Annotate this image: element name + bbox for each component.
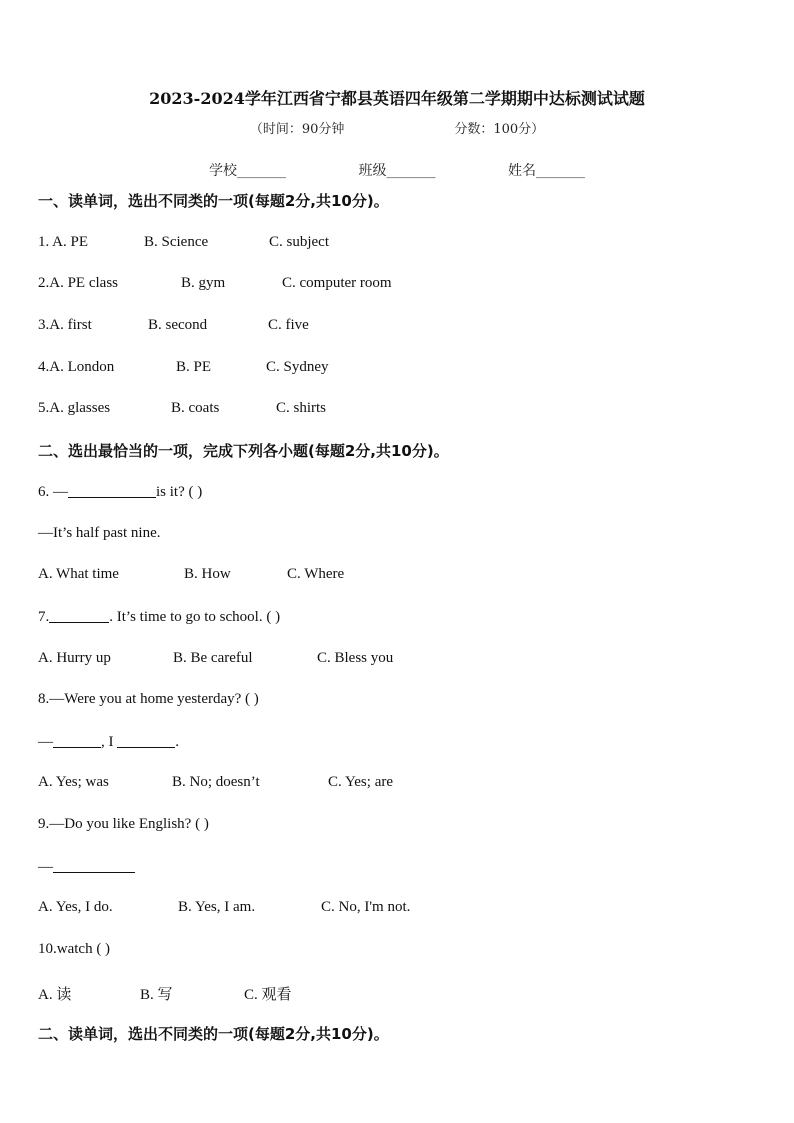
option-a[interactable]: A. What time <box>38 566 119 582</box>
option-a[interactable]: 4.A. London <box>38 359 115 375</box>
option-a[interactable]: 2.A. PE class <box>38 275 118 291</box>
question-9-options <box>38 899 410 916</box>
question-6-answer: —It’s half past nine. <box>38 525 161 541</box>
answer-blank[interactable] <box>49 608 109 623</box>
answer-blank-2[interactable] <box>117 733 175 748</box>
question-3 <box>38 317 309 334</box>
q7-suffix: . It’s time to go to school. ( ) <box>109 609 281 625</box>
option-c[interactable]: C. subject <box>269 234 329 250</box>
option-c[interactable]: C. Sydney <box>266 359 329 375</box>
q8-dash: — <box>38 734 53 750</box>
option-c[interactable]: C. five <box>268 317 309 333</box>
question-9-stem: 9.—Do you like English? ( ) <box>38 816 209 832</box>
exam-time: （时间：90分钟 <box>249 122 345 137</box>
option-b[interactable]: B. How <box>184 566 231 582</box>
answer-blank[interactable] <box>53 858 135 873</box>
option-a[interactable]: A. Yes, I do. <box>38 899 113 915</box>
question-8-stem: 8.—Were you at home yesterday? ( ) <box>38 691 259 707</box>
option-c[interactable]: C. Bless you <box>317 650 394 666</box>
page-title: 2023-2024学年江西省宁都县英语四年级第二学期期中达标测试试题 <box>149 89 645 108</box>
question-8-options <box>38 774 393 791</box>
question-10-options <box>38 983 292 1004</box>
question-4 <box>38 359 329 376</box>
option-b[interactable]: B. No; doesn’t <box>172 774 260 790</box>
q6-suffix: is it? ( ) <box>156 484 203 500</box>
section-heading-3: 二、读单词，选出不同类的一项(每题2分,共10分)。 <box>38 1025 389 1043</box>
q8-end: . <box>175 734 179 750</box>
exam-meta <box>0 118 794 137</box>
question-6-stem <box>38 483 202 501</box>
question-7-stem <box>38 608 280 626</box>
option-a[interactable]: 5.A. glasses <box>38 400 111 416</box>
exam-score: 分数：100分） <box>454 122 545 137</box>
q6-prefix: 6. — <box>38 484 68 500</box>
section-heading-1: 一、读单词，选出不同类的一项(每题2分,共10分)。 <box>38 192 389 210</box>
name-field[interactable]: 姓名_______ <box>507 163 585 179</box>
option-c[interactable]: C. Where <box>287 566 345 582</box>
question-5 <box>38 400 326 417</box>
option-a[interactable]: A. Yes; was <box>38 774 109 790</box>
answer-blank[interactable] <box>68 483 156 498</box>
question-9-answer <box>38 858 135 876</box>
question-6-options <box>38 566 344 583</box>
section-heading-2: 二、选出最恰当的一项，完成下列各小题(每题2分,共10分)。 <box>38 442 449 460</box>
option-b[interactable]: B. gym <box>181 275 226 291</box>
q9-dash: — <box>38 859 53 875</box>
question-10-stem: 10.watch ( ) <box>38 941 111 957</box>
option-a[interactable]: 3.A. first <box>38 317 92 333</box>
question-1 <box>38 234 329 251</box>
question-7-options <box>38 650 393 667</box>
student-info <box>0 160 794 180</box>
answer-blank-1[interactable] <box>53 733 101 748</box>
option-c[interactable]: C. No, I'm not. <box>321 899 411 915</box>
option-b[interactable]: B. PE <box>176 359 212 375</box>
option-b[interactable]: B. 写 <box>140 987 173 1003</box>
class-field[interactable]: 班级_______ <box>358 163 436 179</box>
option-b[interactable]: B. Be careful <box>173 650 253 666</box>
option-a[interactable]: A. 读 <box>38 987 72 1003</box>
q8-mid: , I <box>101 734 118 750</box>
q7-prefix: 7. <box>38 609 50 625</box>
question-2 <box>38 275 392 292</box>
option-c[interactable]: C. Yes; are <box>328 774 394 790</box>
option-c[interactable]: C. shirts <box>276 400 327 416</box>
option-b[interactable]: B. coats <box>171 400 220 416</box>
question-8-answer <box>38 733 179 751</box>
option-c[interactable]: C. 观看 <box>244 987 292 1003</box>
option-b[interactable]: B. second <box>148 317 208 333</box>
option-b[interactable]: B. Yes, I am. <box>178 899 256 915</box>
option-a[interactable]: 1. A. PE <box>38 234 89 250</box>
school-field[interactable]: 学校_______ <box>209 163 287 179</box>
option-a[interactable]: A. Hurry up <box>38 650 111 666</box>
option-b[interactable]: B. Science <box>144 234 209 250</box>
option-c[interactable]: C. computer room <box>282 275 392 291</box>
